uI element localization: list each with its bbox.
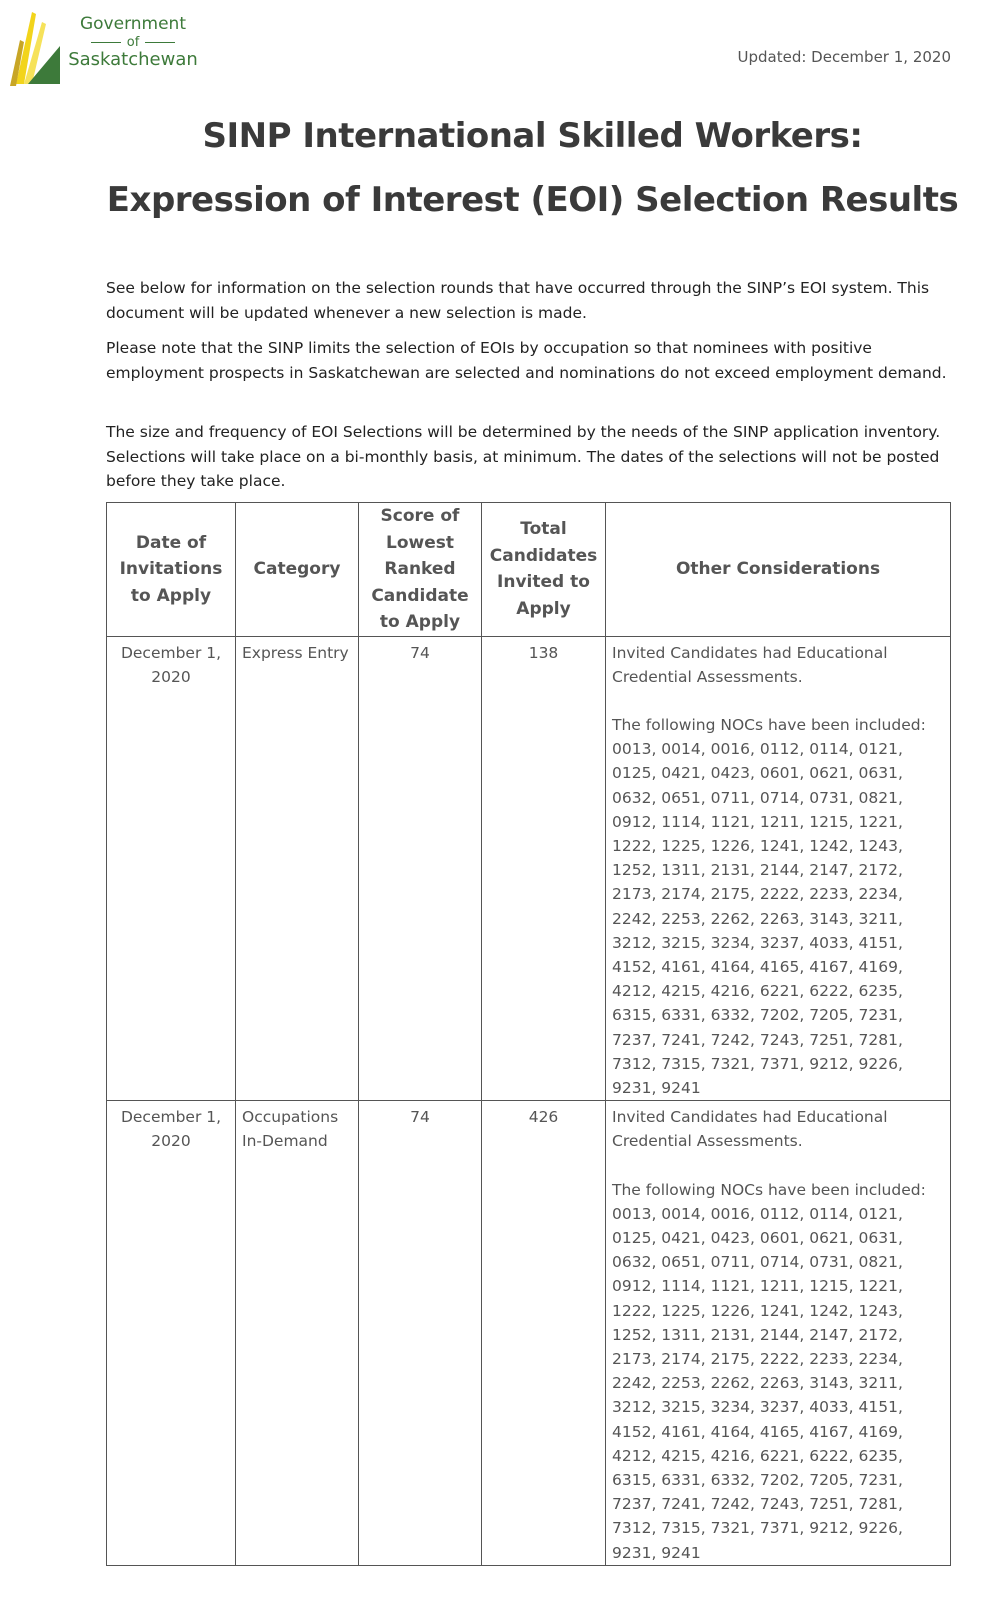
header-category: Category	[236, 503, 359, 637]
page-title-line2: Expression of Interest (EOI) Selection Results	[106, 180, 959, 220]
logo-line-saskatchewan: Saskatchewan	[68, 49, 198, 70]
noc-title: The following NOCs have been included:	[612, 1180, 926, 1199]
cell-score: 74	[359, 636, 482, 1101]
logo-line-of: of	[68, 36, 198, 49]
cell-other-considerations	[606, 1101, 951, 1566]
header-date: Date of Invitations to Apply	[107, 503, 236, 637]
noc-title: The following NOCs have been included:	[612, 715, 926, 734]
updated-date: Updated: December 1, 2020	[737, 48, 951, 66]
cell-total: 138	[482, 636, 606, 1101]
logo-line-government: Government	[79, 14, 187, 34]
table-header-row	[107, 503, 951, 637]
noc-list: 0013, 0014, 0016, 0112, 0114, 0121, 0125, 0421, 0423, 0601, 0621, 0631, 0632, 0651, 0711, 0714, 0731, 0821, 0912, 1114, 1121, 1211, 1215, 1221, 1222, 1225, 1226, 1241, 1242, 1243, 1252, 1311, 2131, 2144, 2147, 2172, 2173, 2174, 2175, 2222, 2233, 2234, 2242, 2253, 2262, 2263, 3143, 3211, 3212, 3215, 3234, 3237, 4033, 4151, 4152, 4161, 4164, 4165, 4167, 4169, 4212, 4215, 4216, 6221, 6222, 6235, 6315, 6331, 6332, 7202, 7205, 7231, 7237, 7241, 7242, 7243, 7251, 7281, 7312, 7315, 7321, 7371, 9212, 9226, 9231, 9241	[612, 740, 903, 1097]
cell-category: Occupations In-Demand	[236, 1101, 359, 1566]
header-other: Other Considerations	[606, 503, 951, 637]
cell-category: Express Entry	[236, 636, 359, 1101]
selection-results-table	[106, 502, 951, 1566]
cell-date: December 1, 2020	[107, 636, 236, 1101]
header-total: Total Candidates Invited to Apply	[482, 503, 606, 637]
note-text: Invited Candidates had Educational Credential Assessments.	[612, 1108, 888, 1151]
limits-paragraph: Please note that the SINP limits the selection of EOIs by occupation so that nominees with positive employment prospects in Saskatchewan are selected and nominations do not exceed employment demand.	[106, 339, 947, 382]
logo-wordmark	[68, 16, 198, 69]
government-logo	[8, 6, 198, 90]
note-text: Invited Candidates had Educational Credential Assessments.	[612, 643, 888, 686]
cell-other-considerations	[606, 636, 951, 1101]
cell-date: December 1, 2020	[107, 1101, 236, 1566]
intro-paragraph: See below for information on the selection rounds that have occurred through the SINP’s EOI system. This document will be updated whenever a new selection is made.	[106, 279, 930, 322]
header-score: Score of Lowest Ranked Candidate to Apply	[359, 503, 482, 637]
cell-score: 74	[359, 1101, 482, 1566]
table-row	[107, 636, 951, 1101]
noc-list: 0013, 0014, 0016, 0112, 0114, 0121, 0125, 0421, 0423, 0601, 0621, 0631, 0632, 0651, 0711, 0714, 0731, 0821, 0912, 1114, 1121, 1211, 1215, 1221, 1222, 1225, 1226, 1241, 1242, 1243, 1252, 1311, 2131, 2144, 2147, 2172, 2173, 2174, 2175, 2222, 2233, 2234, 2242, 2253, 2262, 2263, 3143, 3211, 3212, 3215, 3234, 3237, 4033, 4151, 4152, 4161, 4164, 4165, 4167, 4169, 4212, 4215, 4216, 6221, 6222, 6235, 6315, 6331, 6332, 7202, 7205, 7231, 7237, 7241, 7242, 7243, 7251, 7281, 7312, 7315, 7321, 7371, 9212, 9226, 9231, 9241	[612, 1204, 903, 1562]
wheat-stalk-icon	[8, 6, 68, 90]
frequency-paragraph: The size and frequency of EOI Selections will be determined by the needs of the SINP application inventory. Selections will take place on a bi-monthly basis, at minimum. The dates of the selections will not be posted before they take place.	[106, 423, 941, 490]
cell-total: 426	[482, 1101, 606, 1566]
table-row	[107, 1101, 951, 1566]
page-title-line1: SINP International Skilled Workers:	[202, 116, 863, 156]
